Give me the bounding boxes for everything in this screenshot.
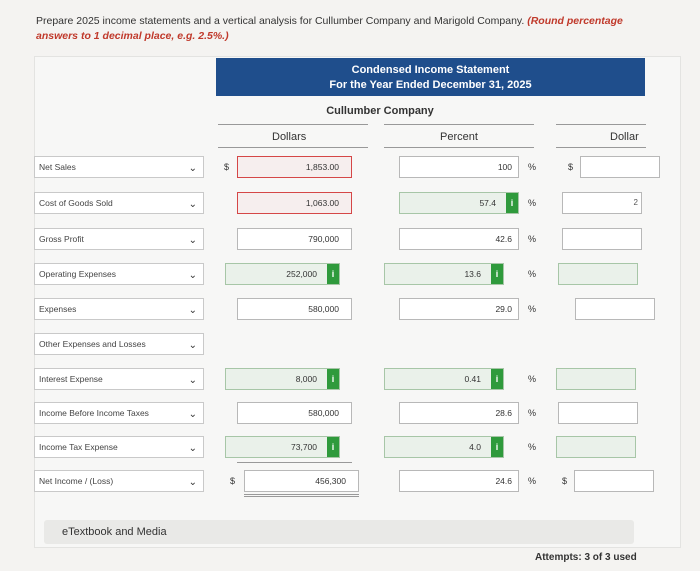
total-underline (237, 462, 352, 463)
dollars-input[interactable]: 1,853.00 (237, 156, 352, 178)
percent-sign: % (528, 476, 537, 486)
account-select[interactable] (34, 156, 204, 178)
account-select-label: Net Sales (39, 162, 76, 172)
right-dollars-input[interactable] (558, 402, 638, 424)
header-divider (218, 147, 368, 148)
right-dollars-input[interactable] (574, 470, 654, 492)
dollars-input[interactable]: 1,063.00 (237, 192, 352, 214)
statement-title: Condensed Income Statement (351, 64, 510, 76)
account-select-label: Other Expenses and Losses (39, 339, 146, 349)
account-select-label: Net Income / (Loss) (39, 476, 114, 486)
account-select-label: Interest Expense (39, 374, 103, 384)
attempts-counter: Attempts: 3 of 3 used (535, 552, 637, 563)
chevron-down-icon: ⌄ (188, 305, 197, 316)
instructions (36, 14, 636, 44)
percent-sign: % (528, 442, 537, 452)
account-select[interactable] (34, 470, 204, 492)
account-select-label: Gross Profit (39, 234, 84, 244)
percent-sign: % (528, 408, 537, 418)
account-select[interactable] (34, 402, 204, 424)
percent-value: 57.4 (479, 198, 496, 208)
percent-sign: % (528, 198, 537, 208)
account-select-label: Cost of Goods Sold (39, 198, 113, 208)
percent-input[interactable]: 100 (399, 156, 519, 178)
percent-sign: % (528, 304, 537, 314)
percent-input[interactable]: 28.6 (399, 402, 519, 424)
dollars-input[interactable] (225, 436, 340, 458)
rounding-note: (Round percentage answers to 1 decimal place, e.g. 2.5%.) (36, 15, 623, 42)
dollars-input[interactable]: 580,000 (237, 298, 352, 320)
etextbook-media-button[interactable]: eTextbook and Media (44, 520, 634, 544)
account-select-label: Income Tax Expense (39, 442, 118, 452)
dollars-input[interactable]: 456,300 (244, 470, 359, 492)
header-divider (218, 124, 368, 125)
statement-period: For the Year Ended December 31, 2025 (329, 79, 532, 91)
account-select[interactable] (34, 298, 204, 320)
chevron-down-icon: ⌄ (188, 375, 197, 386)
account-select[interactable] (34, 368, 204, 390)
dollar-sign: $ (230, 476, 236, 486)
percent-value: 13.6 (464, 269, 481, 279)
dollar-sign: $ (568, 162, 574, 172)
percent-input[interactable]: 24.6 (399, 470, 519, 492)
info-icon[interactable]: i (491, 369, 503, 389)
chevron-down-icon: ⌄ (188, 163, 197, 174)
statement-header (216, 58, 645, 96)
header-divider (384, 124, 534, 125)
chevron-down-icon: ⌄ (188, 477, 197, 488)
right-dollars-input[interactable]: 2 (562, 192, 642, 214)
account-select[interactable] (34, 263, 204, 285)
dollars-column-header: Dollars (272, 131, 307, 143)
account-select-label: Expenses (39, 304, 77, 314)
dollars-value: 8,000 (295, 374, 317, 384)
dollar-sign: $ (562, 476, 568, 486)
dollars-input[interactable]: 790,000 (237, 228, 352, 250)
info-icon[interactable]: i (327, 437, 339, 457)
info-icon[interactable]: i (506, 193, 518, 213)
percent-input[interactable]: 29.0 (399, 298, 519, 320)
right-dollars-input[interactable] (580, 156, 660, 178)
info-icon[interactable]: i (491, 437, 503, 457)
percent-value: 4.0 (469, 442, 481, 452)
right-dollars-input[interactable] (575, 298, 655, 320)
double-underline (244, 494, 359, 495)
percent-column-header: Percent (440, 131, 478, 143)
right-dollars-input[interactable] (558, 263, 638, 285)
percent-sign: % (528, 374, 537, 384)
header-divider (384, 147, 534, 148)
account-select[interactable] (34, 228, 204, 250)
chevron-down-icon: ⌄ (188, 409, 197, 420)
double-underline (244, 496, 359, 497)
right-dollars-input[interactable] (556, 368, 636, 390)
chevron-down-icon: ⌄ (188, 235, 197, 246)
dollars-input[interactable] (225, 368, 340, 390)
percent-sign: % (528, 162, 537, 172)
percent-input[interactable] (384, 368, 504, 390)
right-dollars-input[interactable] (556, 436, 636, 458)
percent-sign: % (528, 269, 537, 279)
percent-input[interactable] (384, 436, 504, 458)
dollars-right-column-header: Dollar (610, 131, 639, 143)
dollars-input[interactable]: 580,000 (237, 402, 352, 424)
percent-input[interactable] (384, 263, 504, 285)
header-divider (556, 124, 646, 125)
right-dollars-input[interactable] (562, 228, 642, 250)
percent-input[interactable] (399, 192, 519, 214)
chevron-down-icon: ⌄ (188, 270, 197, 281)
dollars-value: 73,700 (291, 442, 317, 452)
chevron-down-icon: ⌄ (188, 340, 197, 351)
info-icon[interactable]: i (327, 369, 339, 389)
dollars-value: 252,000 (286, 269, 317, 279)
chevron-down-icon: ⌄ (188, 443, 197, 454)
account-select[interactable] (34, 192, 204, 214)
percent-sign: % (528, 234, 537, 244)
info-icon[interactable]: i (491, 264, 503, 284)
percent-value: 0.41 (464, 374, 481, 384)
percent-input[interactable]: 42.6 (399, 228, 519, 250)
chevron-down-icon: ⌄ (188, 199, 197, 210)
dollars-input[interactable] (225, 263, 340, 285)
header-divider (556, 147, 646, 148)
dollar-sign: $ (224, 162, 230, 172)
info-icon[interactable]: i (327, 264, 339, 284)
account-select-label: Operating Expenses (39, 269, 117, 279)
account-select[interactable] (34, 436, 204, 458)
instructions-text: Prepare 2025 income statements and a vertical analysis for Cullumber Company and Marigold Company. (36, 15, 528, 27)
company-name: Cullumber Company (326, 105, 434, 117)
account-select-label: Income Before Income Taxes (39, 408, 149, 418)
account-select[interactable] (34, 333, 204, 355)
